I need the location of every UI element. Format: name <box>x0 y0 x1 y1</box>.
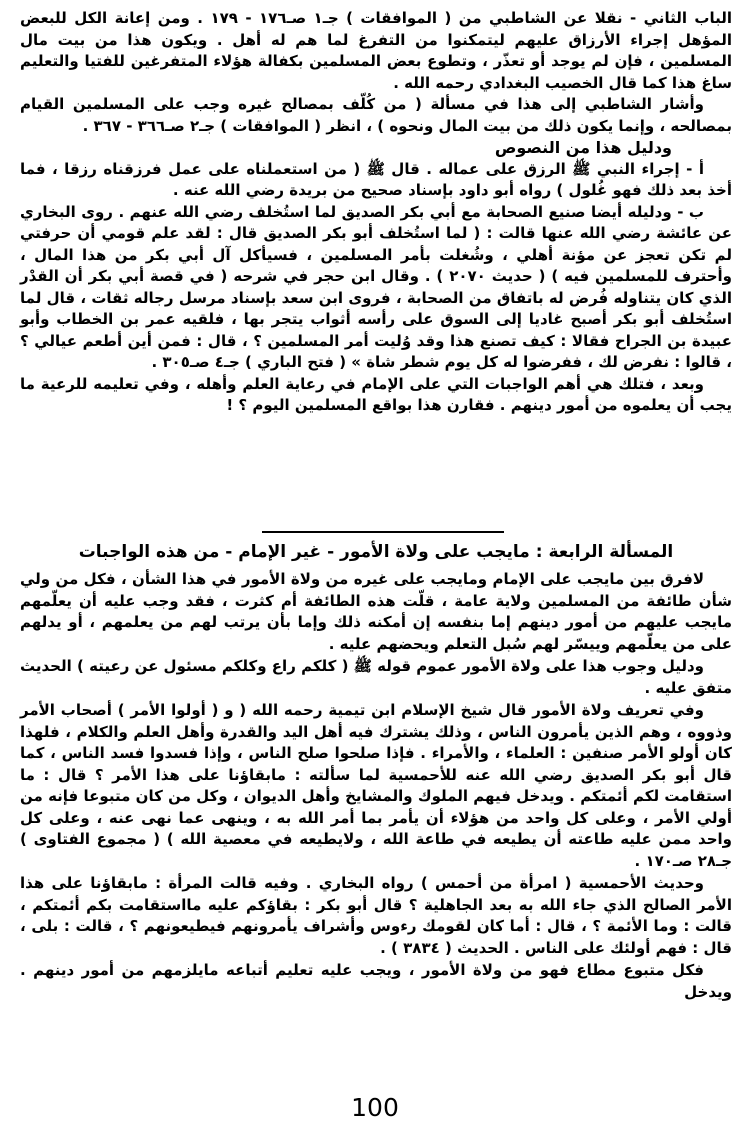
section-title: المسألة الرابعة : مايجب على ولاة الأمور - غير الإمام - من هذه الواجبات <box>78 542 674 562</box>
paragraph-final: فكل متبوع مطاع فهو من ولاة الأمور ، ويجب عليه تعليم أتباعه مايلزمهم من أمور دينهم . ويدخل <box>20 961 732 1001</box>
paragraph-ibn-taymiyyah: وفي تعريف ولاة الأمور قال شيخ الإسلام ابن تيمية رحمه الله ( و ( أولوا الأمر ) أصحاب الأمر وذووه ، وهم الذين يأمرون الناس ، وذلك يشترك فيه أهل اليد والقدرة وأهل العلم والكلام ، فلهذا كان أولو الأمر صنفين : العلماء ، والأمراء . فإذا صلحوا صلح الناس ، وإذا فسدوا فسد الناس ، كما قال أبو بكر الصديق رضي الله عنه للأحمسية لما سألته : مابقاؤنا على هذا الأمر ؟ قال : ما استقامت لكم أئمتكم . ويدخل فيهم الملوك والمشايخ وأهل الديوان ، وكل من كان متبوعا فإنه من أولي الأمر ، وعلى كل واحد من هؤلاء أن يأمر بما أمر الله به ، وينهى عما نهى عنه ، وعلى كل واحد ممن عليه طاعته أن يطيعه في طاعة الله ، ولايطيعه في معصية الله ) ( مجموع الفتاوى ) جـ٢٨ صـ١٧٠ . <box>20 701 732 870</box>
paragraph-evidence-a: أ - إجراء النبي ﷺ الرزق على عماله . قال ﷺ ( من استعملناه على عمل فرزقناه رزقا ، فما أخذ بعد ذلك فهو غُلول ) رواه أبو داود بإسناد صحيح من بريدة رضي الله عنه . <box>20 159 732 199</box>
lower-text-block <box>20 569 732 1004</box>
section-divider <box>262 531 504 533</box>
evidence-subheading: ودليل هذا من النصوص <box>494 138 672 157</box>
page-number: 100 <box>351 1093 399 1122</box>
paragraph-continuation: الباب الثاني - نقلا عن الشاطبي من ( الموافقات ) جـ١ صـ١٧٦ - ١٧٩ . ومن إعانة الكل للبعض المؤهل إجراء الأرزاق عليهم ليتمكنوا من التفرغ لما هم له أهل . ويكون هذا من بيت مال المسلمين ، فإن لم يوجد أو تعذّر ، وتطوع بعض المسلمين بكفالة هؤلاء المتفرغين للفتيا والتعليم ساغ هذا كما قال الخصيب البغدادي رحمه الله . <box>20 9 733 92</box>
paragraph-ahmasiyya-hadith: وحديث الأحمسية ( امرأة من أحمس ) رواه البخاري . وفيه قالت المرأة : مابقاؤنا على هذا الأمر الصالح الذي جاء الله به بعد الجاهلية ؟ قال أبو بكر : بقاؤكم عليه مااستقامت بكم أئمتكم ، قالت : وما الأئمة ؟ ، قال : أما كان لقومك رءوس وأشراف يأمرونهم فيطيعونهم ؟ ، قالت : بلى ، قال : فهم أولئك على الناس . الحديث ( ٣٨٣٤ ) . <box>20 874 732 957</box>
upper-text-block <box>20 8 732 417</box>
paragraph-hadith-evidence: ودليل وجوب هذا على ولاة الأمور عموم قوله ﷺ ( كلكم راع وكلكم مسئول عن رعيته ) الحديث متفق عليه . <box>20 657 732 697</box>
paragraph-shatibi-reference: وأشار الشاطبي إلى هذا في مسألة ( من كُلّف بمصالح غيره وجب على المسلمين القيام بمصالحه ، وإنما يكون ذلك من بيت المال ونحوه ) ، انظر ( الموافقات ) جـ٢ صـ٣٦٦ - ٣٦٧ . <box>20 95 732 135</box>
paragraph-evidence-b: ب - ودليله أيضا صنيع الصحابة مع أبي بكر الصديق لما استُخلف رضي الله عنهم . روى البخاري عن عائشة رضي الله عنها قالت : ( لما استُخلف أبو بكر الصديق قال : لقد علم قومي أن حرفتي لم تكن تعجز عن مؤنة أهلي ، وشُغلت بأمر المسلمين ، فسيأكل آل أبي بكر من هذا المال ، وأحترف للمسلمين فيه ) ( حديث ٢٠٧٠ ) . وقال ابن حجر في شرحه ( في قصة أبي بكر أن القدْر الذي كان يتناوله فُرض له باتفاق من الصحابة ، فروى ابن سعد بإسناد مرسل رجاله ثقات ، قال لما استُخلف أبو بكر أصبح غاديا إلى السوق على رأسه أثواب يتجر بها ، فلقيه عمر بن الخطاب وأبو عبيدة بن الجراح فقالا : كيف تصنع هذا وقد وُليت أمر المسلمين ؟ ، قال : فمن أين أطعم عيالي ؟ ، قالوا : نفرض لك ، ففرضوا له كل يوم شطر شاة » ( فتح الباري ) جـ٤ صـ٣٠٥ . <box>20 202 732 371</box>
paragraph-rulers-duty: لافرق بين مايجب على الإمام ومايجب على غيره من ولاة الأمور في هذا الشأن ، فكل من ولي شأن طائفة من المسلمين ولاية عامة ، قلّت هذه الطائفة أم كثرت ، فقد وجب عليه أن يعلّمهم مايجب عليهم من أمور دينهم إما بنفسه إن أمكنه ذلك وإما بأن يرتب لهم من يعلمهم ، أو يدلهم على من يعلّمهم وييسّر لهم سُبل التعلم ويحضهم عليه . <box>20 570 732 653</box>
paragraph-conclusion: وبعد ، فتلك هي أهم الواجبات التي على الإمام في رعاية العلم وأهله ، وفي تعليمه للرعية ما يجب أن يعلموه من أمور دينهم . فقارن هذا بواقع المسلمين اليوم ؟ ! <box>20 374 732 414</box>
